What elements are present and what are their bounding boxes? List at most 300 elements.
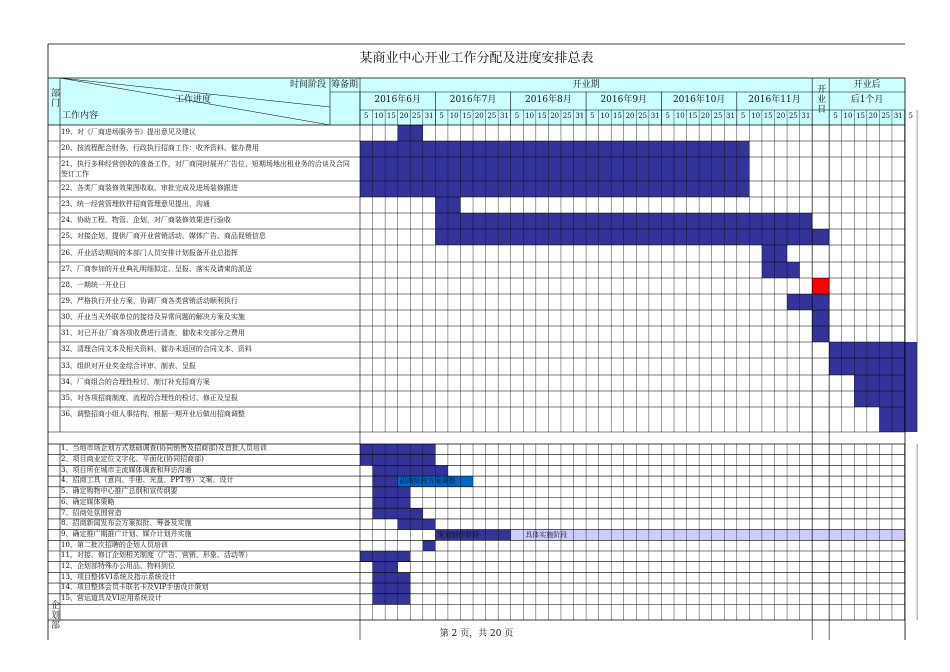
gantt-bar-cell	[373, 583, 386, 594]
gantt-bar-cell	[661, 213, 674, 229]
gantt-bar-cell	[435, 213, 448, 229]
task-label: 36、调整招商小组人事结构，根据一期开业后做出招商调整	[61, 410, 245, 418]
gantt-bar-cell	[674, 181, 687, 197]
gantt-bar-cell	[498, 181, 511, 197]
gantt-bar-cell	[892, 342, 905, 358]
gantt-bar-cell	[398, 572, 411, 583]
task-label: 21、执行多种经营创收的准备工作，对厂商同时展开广告位、短期场地出租业务的洽谈及合同签订工作	[61, 160, 350, 178]
task-label: 31、对已开业厂商各项收费进行清查，催收未交部分之费用	[61, 329, 245, 337]
gantt-bar-cell	[762, 262, 775, 278]
gantt-bar-cell	[892, 391, 905, 407]
gantt-bar-cell	[373, 141, 386, 157]
gantt-bar-cell	[423, 465, 436, 476]
gantt-bar-cell	[854, 375, 867, 391]
task-label: 35、对各项招商制度、流程的合理性的检讨、修正及呈报	[61, 394, 238, 402]
gantt-bar-cell	[486, 157, 499, 181]
impl-stage-band	[511, 530, 905, 541]
day-tick: 5	[833, 112, 838, 120]
task-label: 27、厂商参加的开业典礼明细拟定、呈报、落实及请柬的派送	[61, 265, 252, 273]
opening-day-marker	[812, 278, 829, 294]
gantt-bar-cell	[536, 213, 549, 229]
gantt-bar-cell	[892, 407, 905, 432]
day-tick: 5	[590, 112, 595, 120]
gantt-bar-cell	[586, 213, 599, 229]
month-label: 2016年10月	[672, 95, 726, 105]
day-tick: 10	[525, 112, 534, 120]
gantt-bar-cell	[460, 157, 473, 181]
gantt-bar-cell	[905, 407, 918, 432]
gantt-bar-cell	[385, 181, 398, 197]
after-label: 开业后	[853, 80, 881, 90]
gantt-bar-cell	[892, 358, 905, 375]
day-tick: 5	[908, 112, 914, 120]
gantt-bar-cell	[373, 465, 386, 476]
gantt-bar-cell	[774, 229, 787, 245]
day-tick: 10	[449, 112, 459, 120]
day-tick: 25	[487, 112, 497, 120]
gantt-bar-cell	[867, 391, 880, 407]
gantt-bar-cell	[774, 245, 787, 262]
gantt-bar-cell	[649, 157, 662, 181]
gantt-bar-cell	[800, 294, 813, 310]
gantt-bar-cell	[812, 229, 829, 245]
gantt-bar-cell	[385, 476, 398, 487]
gantt-bar-cell	[737, 181, 750, 197]
day-tick: 5	[439, 112, 444, 120]
day-tick: 10	[675, 112, 685, 120]
day-tick: 25	[713, 112, 723, 120]
gantt-bar-cell	[561, 229, 574, 245]
gantt-bar-cell	[448, 181, 461, 197]
gantt-bar-cell	[787, 229, 800, 245]
day-tick: 20	[868, 112, 878, 120]
gantt-bar-cell	[511, 181, 524, 197]
gantt-bar-cell	[905, 358, 918, 375]
gantt-bar-cell	[624, 181, 637, 197]
gantt-bar-cell	[879, 407, 892, 432]
day-tick: 31	[575, 112, 585, 120]
progress-label: 工作进度	[175, 95, 212, 105]
gantt-bar-cell	[636, 141, 649, 157]
gantt-bar-cell	[473, 229, 486, 245]
month-label: 2016年6月	[374, 95, 421, 105]
day-tick: 5	[364, 112, 369, 120]
gantt-bar-cell	[674, 229, 687, 245]
merchants-plan-note: 招商阶段方案调整	[399, 477, 456, 486]
gantt-bar-cell	[385, 562, 398, 573]
gantt-bar-cell	[812, 310, 829, 326]
gantt-bar-cell	[423, 141, 436, 157]
task-label: 9、确定推广期推广计划、媒介计划并实施	[61, 529, 192, 538]
opening-day-label: 开业日	[815, 84, 826, 114]
gantt-bar-cell	[599, 141, 612, 157]
gantt-bar-cell	[523, 157, 536, 181]
gantt-bar-cell	[398, 465, 411, 476]
gantt-bar-cell	[649, 141, 662, 157]
gantt-bar-cell	[373, 562, 386, 573]
day-tick: 20	[474, 112, 484, 120]
gantt-bar-cell	[905, 391, 918, 407]
task-label: 4、招商工具（意向、手册、光盘、PPT等）文案、设计	[61, 476, 234, 485]
gantt-bar-cell	[586, 229, 599, 245]
day-tick: 25	[788, 112, 798, 120]
day-tick: 31	[893, 112, 903, 120]
gantt-bar-cell	[661, 157, 674, 181]
month-label: 2016年7月	[449, 95, 497, 105]
gantt-bar-cell	[800, 213, 813, 229]
day-tick: 5	[740, 112, 746, 120]
day-tick: 20	[625, 112, 635, 120]
task-label: 22、各类厂商装修效果图收取、审批完成及进场装修跟进	[61, 184, 238, 192]
gantt-bar-cell	[410, 455, 423, 466]
gantt-bar-cell	[410, 181, 423, 197]
gantt-bar-cell	[410, 465, 423, 476]
gantt-bar-cell	[687, 213, 700, 229]
gantt-bar-cell	[498, 157, 511, 181]
gantt-bar-cell	[561, 157, 574, 181]
gantt-bar-cell	[586, 157, 599, 181]
gantt-bar-cell	[373, 476, 386, 487]
gantt-bar-cell	[448, 141, 461, 157]
gantt-bar-cell	[574, 229, 587, 245]
task-label: 26、开业活动期间的本部门人员安排计划报备开业总指挥	[61, 248, 238, 257]
gantt-bar-cell	[749, 229, 762, 245]
prep-label: 筹备期	[331, 80, 359, 90]
gantt-bar-cell	[460, 229, 473, 245]
gantt-bar-cell	[787, 294, 800, 310]
gantt-bar-cell	[360, 157, 373, 181]
gantt-bar-cell	[636, 181, 649, 197]
day-tick: 10	[374, 112, 384, 120]
gantt-bar-cell	[561, 181, 574, 197]
day-tick: 15	[613, 112, 622, 120]
task-label: 6、确定媒体策略	[61, 497, 115, 506]
plan-stage-note: 策划制作阶段	[437, 530, 480, 539]
task-label: 30、开业当天外联单位的接待及异常问题的解决方案及实施	[61, 313, 245, 321]
task-label: 14、项目整体会员卡联名卡及VIP手册设计策划	[61, 583, 209, 592]
day-tick: 25	[638, 112, 648, 120]
gantt-bar-cell	[712, 141, 725, 157]
page-title: 某商业中心开业工作分配及进度安排总表	[359, 51, 594, 66]
gantt-bar-cell	[398, 508, 411, 519]
day-tick: 25	[562, 112, 572, 120]
gantt-bar-cell	[523, 141, 536, 157]
gantt-bar-cell	[385, 487, 398, 498]
gantt-bar-cell	[624, 157, 637, 181]
day-tick: 31	[424, 112, 434, 120]
day-tick: 20	[700, 112, 710, 120]
day-tick: 31	[726, 112, 735, 120]
gantt-bar-cell	[687, 181, 700, 197]
gantt-bar-cell	[373, 157, 386, 181]
gantt-bar-cell	[574, 157, 587, 181]
gantt-bar-cell	[385, 572, 398, 583]
task-label: 11、对接、修订企划相关制度（广告、营销、形象、活动等）	[61, 551, 252, 560]
gantt-bar-cell	[724, 181, 737, 197]
gantt-bar-cell	[624, 229, 637, 245]
task-label: 13、项目整体VI系统及指示系统设计	[61, 572, 176, 581]
gantt-bar-cell	[423, 157, 436, 181]
gantt-bar-cell	[473, 141, 486, 157]
dept-label: 部门	[49, 88, 59, 108]
task-label: 3、项目所在城市主流媒体调查和拜访沟通	[61, 465, 192, 474]
gantt-bar-cell	[511, 141, 524, 157]
gantt-bar-cell	[448, 213, 461, 229]
gantt-bar-cell	[712, 157, 725, 181]
gantt-bar-cell	[854, 391, 867, 407]
gantt-bar-cell	[523, 181, 536, 197]
gantt-bar-cell	[712, 181, 725, 197]
gantt-bar-cell	[867, 375, 880, 391]
gantt-bar-cell	[611, 141, 624, 157]
gantt-bar-cell	[574, 213, 587, 229]
gantt-bar-cell	[699, 157, 712, 181]
gantt-bar-cell	[548, 229, 561, 245]
page-footer: 第 2 页，共 20 页	[439, 629, 514, 639]
gantt-bar-cell	[586, 181, 599, 197]
content-label: 工作内容	[62, 111, 99, 121]
gantt-bar-cell	[523, 213, 536, 229]
gantt-bar-cell	[536, 141, 549, 157]
day-tick: 31	[801, 112, 811, 120]
gantt-bar-cell	[398, 487, 411, 498]
gantt-bar-cell	[674, 141, 687, 157]
day-tick: 15	[386, 112, 396, 120]
gantt-bar-cell	[674, 157, 687, 181]
gantt-bar-cell	[867, 358, 880, 375]
gantt-bar-cell	[624, 213, 637, 229]
gantt-bar-cell	[423, 444, 436, 455]
gantt-bar-cell	[423, 455, 436, 466]
task-label: 25、对接企划，提供厂商开业营销活动、媒体广告、商品促销信息	[61, 232, 266, 240]
gantt-bar-cell	[867, 342, 880, 358]
gantt-bar-cell	[410, 157, 423, 181]
gantt-bar-cell	[599, 181, 612, 197]
gantt-bar-cell	[762, 213, 775, 229]
gantt-bar-cell	[410, 444, 423, 455]
gantt-bar-cell	[661, 229, 674, 245]
task-label: 32、清理合同文本及相关资料，催办未返回的合同文本、资料	[61, 345, 252, 353]
gantt-bar-cell	[410, 519, 423, 530]
gantt-bar-cell	[435, 141, 448, 157]
gantt-bar-cell	[636, 229, 649, 245]
gantt-bar-cell	[498, 141, 511, 157]
gantt-bar-cell	[373, 181, 386, 197]
gantt-bar-cell	[674, 213, 687, 229]
gantt-bar-cell	[385, 551, 398, 562]
gantt-bar-cell	[724, 213, 737, 229]
gantt-bar-cell	[373, 508, 386, 519]
task-label: 8、招商新闻发布会方案拟批、筹备及实施	[61, 519, 192, 528]
gantt-bar-cell	[536, 181, 549, 197]
after-month-label: 后1个月	[850, 95, 884, 105]
gantt-bar-cell	[611, 229, 624, 245]
day-tick: 10	[751, 112, 761, 120]
gantt-bar-cell	[687, 157, 700, 181]
gantt-bar-cell	[699, 181, 712, 197]
gantt-bar-cell	[724, 141, 737, 157]
gantt-bar-cell	[373, 498, 386, 509]
gantt-bar-cell	[687, 141, 700, 157]
gantt-bar-cell	[829, 342, 842, 358]
gantt-bar-cell	[800, 229, 813, 245]
day-tick: 15	[462, 112, 472, 120]
gantt-bar-cell	[423, 181, 436, 197]
gantt-bar-cell	[586, 141, 599, 157]
task-label: 29、严格执行开业方案，协调厂商各类营销活动顺利执行	[61, 297, 238, 305]
day-tick: 20	[399, 112, 409, 120]
gantt-bar-cell	[905, 375, 918, 391]
gantt-bar-cell	[398, 594, 411, 605]
opening-period-label: 开业期	[572, 80, 600, 90]
gantt-bar-cell	[398, 583, 411, 594]
task-label: 1、当地市场企划方式基础调查(协同销售及招商部)及首批人员培训	[61, 444, 267, 453]
gantt-bar-cell	[511, 157, 524, 181]
gantt-bar-cell	[879, 391, 892, 407]
gantt-bar-cell	[423, 540, 436, 551]
impl-stage-note: 具体实施阶段	[525, 530, 568, 539]
gantt-bar-cell	[498, 213, 511, 229]
gantt-bar-cell	[905, 342, 918, 358]
gantt-bar-cell	[486, 213, 499, 229]
day-tick: 25	[412, 112, 421, 120]
gantt-bar-cell	[699, 213, 712, 229]
gantt-bar-cell	[737, 157, 750, 181]
gantt-bar-cell	[385, 508, 398, 519]
gantt-bar-cell	[854, 342, 867, 358]
gantt-bar-cell	[712, 213, 725, 229]
gantt-bar-cell	[511, 229, 524, 245]
gantt-bar-cell	[410, 125, 423, 141]
task-label: 15、营运道具及VI应用系统设计	[61, 594, 162, 603]
gantt-bar-cell	[611, 181, 624, 197]
gantt-bar-cell	[385, 141, 398, 157]
day-tick: 15	[688, 112, 698, 120]
gantt-bar-cell	[398, 141, 411, 157]
gantt-bar-cell	[398, 181, 411, 197]
gantt-bar-cell	[561, 141, 574, 157]
gantt-bar-cell	[360, 141, 373, 157]
gantt-bar-cell	[774, 262, 787, 278]
gantt-bar-cell	[473, 213, 486, 229]
gantt-bar-cell	[448, 229, 461, 245]
gantt-bar-cell	[360, 551, 373, 562]
gantt-bar-cell	[536, 157, 549, 181]
gantt-bar-cell	[599, 229, 612, 245]
gantt-bar-cell	[712, 229, 725, 245]
task-label: 24、协助工程、物管、企划，对厂商装修效果进行验收	[61, 216, 231, 224]
gantt-bar-cell	[699, 141, 712, 157]
day-tick: 15	[537, 112, 547, 120]
gantt-bar-cell	[687, 229, 700, 245]
gantt-bar-cell	[636, 213, 649, 229]
gantt-bar-cell	[360, 181, 373, 197]
gantt-bar-cell	[661, 181, 674, 197]
gantt-bar-cell	[473, 181, 486, 197]
gantt-bar-cell	[435, 465, 448, 476]
gantt-bar-cell	[398, 498, 411, 509]
gantt-bar-cell	[574, 141, 587, 157]
gantt-bar-cell	[410, 508, 423, 519]
gantt-bar-cell	[410, 141, 423, 157]
gantt-bar-cell	[787, 262, 800, 278]
gantt-bar-cell	[737, 229, 750, 245]
task-label: 10、第二批次招聘的企划人员培训	[61, 540, 168, 549]
gantt-bar-cell	[385, 583, 398, 594]
gantt-bar-cell	[548, 141, 561, 157]
task-label: 33、组织对开业奖金综合评审、制表、呈报	[61, 361, 196, 370]
gantt-bar-cell	[842, 358, 855, 375]
gantt-bar-cell	[498, 229, 511, 245]
task-label: 34、厂商组合的合理性检讨，制订补充招商方案	[61, 378, 210, 386]
month-label: 2016年9月	[600, 95, 648, 105]
gantt-bar-cell	[435, 229, 448, 245]
day-tick: 10	[843, 112, 853, 120]
gantt-bar-cell	[724, 229, 737, 245]
gantt-bar-cell	[373, 594, 386, 605]
day-tick: 10	[600, 112, 610, 120]
gantt-bar-cell	[385, 465, 398, 476]
gantt-bar-cell	[699, 229, 712, 245]
gantt-bar-cell	[774, 213, 787, 229]
gantt-bar-cell	[548, 213, 561, 229]
gantt-bar-cell	[486, 229, 499, 245]
gantt-bar-cell	[373, 455, 386, 466]
gantt-bar-cell	[373, 551, 386, 562]
gantt-bar-cell	[599, 213, 612, 229]
gantt-bar-cell	[373, 487, 386, 498]
gantt-bar-cell	[385, 498, 398, 509]
gantt-bar-cell	[398, 551, 411, 562]
day-tick: 15	[856, 112, 865, 120]
gantt-bar-cell	[448, 197, 461, 213]
gantt-bar-cell	[879, 375, 892, 391]
gantt-bar-cell	[548, 181, 561, 197]
gantt-bar-cell	[661, 141, 674, 157]
gantt-bar-cell	[879, 358, 892, 375]
day-tick: 31	[499, 112, 509, 120]
gantt-bar-cell	[636, 157, 649, 181]
gantt-bar-cell	[460, 181, 473, 197]
gantt-bar-cell	[561, 213, 574, 229]
task-label: 7、招商处氛围营造	[61, 508, 122, 517]
gantt-bar-cell	[398, 444, 411, 455]
gantt-bar-cell	[879, 342, 892, 358]
gantt-bar-cell	[486, 141, 499, 157]
gantt-bar-cell	[536, 229, 549, 245]
gantt-bar-cell	[385, 157, 398, 181]
gantt-bar-cell	[360, 455, 373, 466]
task-label: 28、一期统一开业日	[61, 281, 126, 289]
day-tick: 5	[514, 112, 520, 120]
gantt-bar-cell	[762, 229, 775, 245]
gantt-bar-cell	[511, 213, 524, 229]
gantt-bar-cell	[624, 141, 637, 157]
gantt-bar-cell	[749, 213, 762, 229]
gantt-bar-cell	[829, 358, 842, 375]
gantt-bar-cell	[473, 157, 486, 181]
day-tick: 31	[650, 112, 660, 120]
dept-bottom-label: 企划部	[49, 600, 59, 630]
gantt-bar-cell	[385, 455, 398, 466]
gantt-bar-cell	[787, 213, 800, 229]
time-stage-label: 时间阶段	[290, 80, 327, 90]
gantt-bar-cell	[649, 213, 662, 229]
task-label: 5、确定购物中心推广总纲和宣传纲要	[61, 487, 178, 496]
gantt-bar-cell	[385, 594, 398, 605]
gantt-bar-cell	[423, 519, 436, 530]
gantt-bar-cell	[486, 181, 499, 197]
